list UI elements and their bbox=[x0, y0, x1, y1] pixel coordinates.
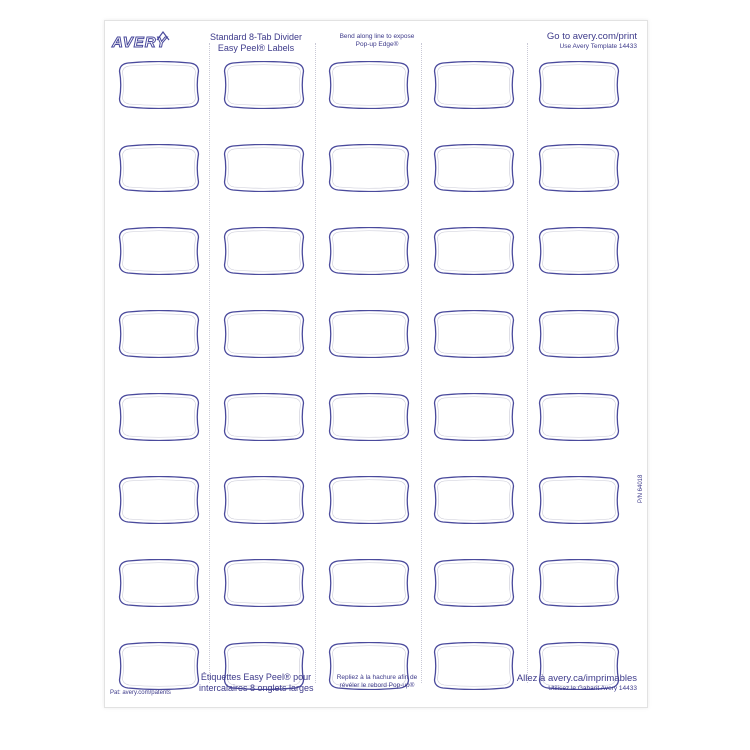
product-title-line1: Standard 8-Tab Divider bbox=[209, 32, 303, 42]
avery-logo bbox=[112, 31, 192, 55]
product-title-fr bbox=[199, 672, 313, 694]
web-instruction-url: Go to avery.com/print bbox=[546, 31, 637, 42]
part-number: P/N 64018 bbox=[638, 474, 644, 503]
tab-label bbox=[118, 559, 200, 607]
tab-label bbox=[118, 144, 200, 192]
web-instruction-fr bbox=[517, 673, 637, 693]
bend-instruction-line2: Pop-up Edge® bbox=[355, 41, 399, 48]
bend-instruction-fr bbox=[327, 674, 427, 690]
tab-label bbox=[538, 476, 620, 524]
tab-label bbox=[433, 559, 515, 607]
product-title-fr-line1: Étiquettes Easy Peel® pour bbox=[200, 672, 312, 682]
tab-label bbox=[433, 144, 515, 192]
tab-label bbox=[118, 642, 200, 690]
product-title bbox=[199, 32, 313, 54]
column-divider-line bbox=[421, 43, 422, 683]
tab-label bbox=[433, 642, 515, 690]
tab-label bbox=[223, 227, 305, 275]
bend-instruction-fr-line1: Repliez à la hachure afin de bbox=[336, 674, 418, 681]
web-instruction-fr-url: Allez à avery.ca/imprimables bbox=[516, 673, 637, 684]
tab-label bbox=[328, 227, 410, 275]
tab-label bbox=[118, 476, 200, 524]
tab-label bbox=[538, 393, 620, 441]
product-title-fr-line2: intercalaires 8 onglets larges bbox=[199, 683, 314, 693]
tab-label bbox=[118, 227, 200, 275]
web-instruction-template: Use Avery Template 14433 bbox=[559, 43, 637, 50]
web-instruction-fr-template: Utilisez le Gabarit Avery 14433 bbox=[548, 685, 637, 692]
tab-label bbox=[223, 559, 305, 607]
tab-label bbox=[433, 227, 515, 275]
tab-label bbox=[118, 310, 200, 358]
tab-label bbox=[223, 61, 305, 109]
tab-label bbox=[433, 310, 515, 358]
bend-instruction-line1: Bend along line to expose bbox=[339, 33, 415, 40]
tab-label bbox=[328, 476, 410, 524]
tab-label bbox=[328, 393, 410, 441]
tab-label bbox=[538, 227, 620, 275]
tab-label bbox=[118, 61, 200, 109]
logo-swoosh-icon bbox=[156, 31, 170, 41]
tab-label bbox=[433, 393, 515, 441]
web-instruction bbox=[547, 31, 637, 51]
tab-label bbox=[433, 61, 515, 109]
product-title-line2: Easy Peel® Labels bbox=[217, 43, 295, 53]
tab-label bbox=[538, 310, 620, 358]
tab-label bbox=[328, 310, 410, 358]
tab-label bbox=[223, 476, 305, 524]
column-divider-line bbox=[209, 43, 210, 683]
tab-label bbox=[118, 393, 200, 441]
label-sheet bbox=[104, 20, 648, 708]
tab-label bbox=[328, 144, 410, 192]
column-divider-line bbox=[315, 43, 316, 683]
tab-label bbox=[433, 476, 515, 524]
tab-label bbox=[328, 559, 410, 607]
tab-label bbox=[328, 61, 410, 109]
avery-logo-text: AVERY bbox=[112, 34, 168, 51]
tab-label bbox=[538, 61, 620, 109]
tab-label bbox=[223, 310, 305, 358]
bend-instruction-fr-line2: révéler le rebord Pop-up® bbox=[339, 682, 415, 689]
patent-notice: Pat: avery.com/patents bbox=[110, 690, 171, 696]
tab-label bbox=[223, 393, 305, 441]
tab-label bbox=[223, 144, 305, 192]
bend-instruction bbox=[327, 33, 427, 49]
tab-label bbox=[538, 559, 620, 607]
tab-label bbox=[538, 144, 620, 192]
column-divider-line bbox=[527, 43, 528, 683]
